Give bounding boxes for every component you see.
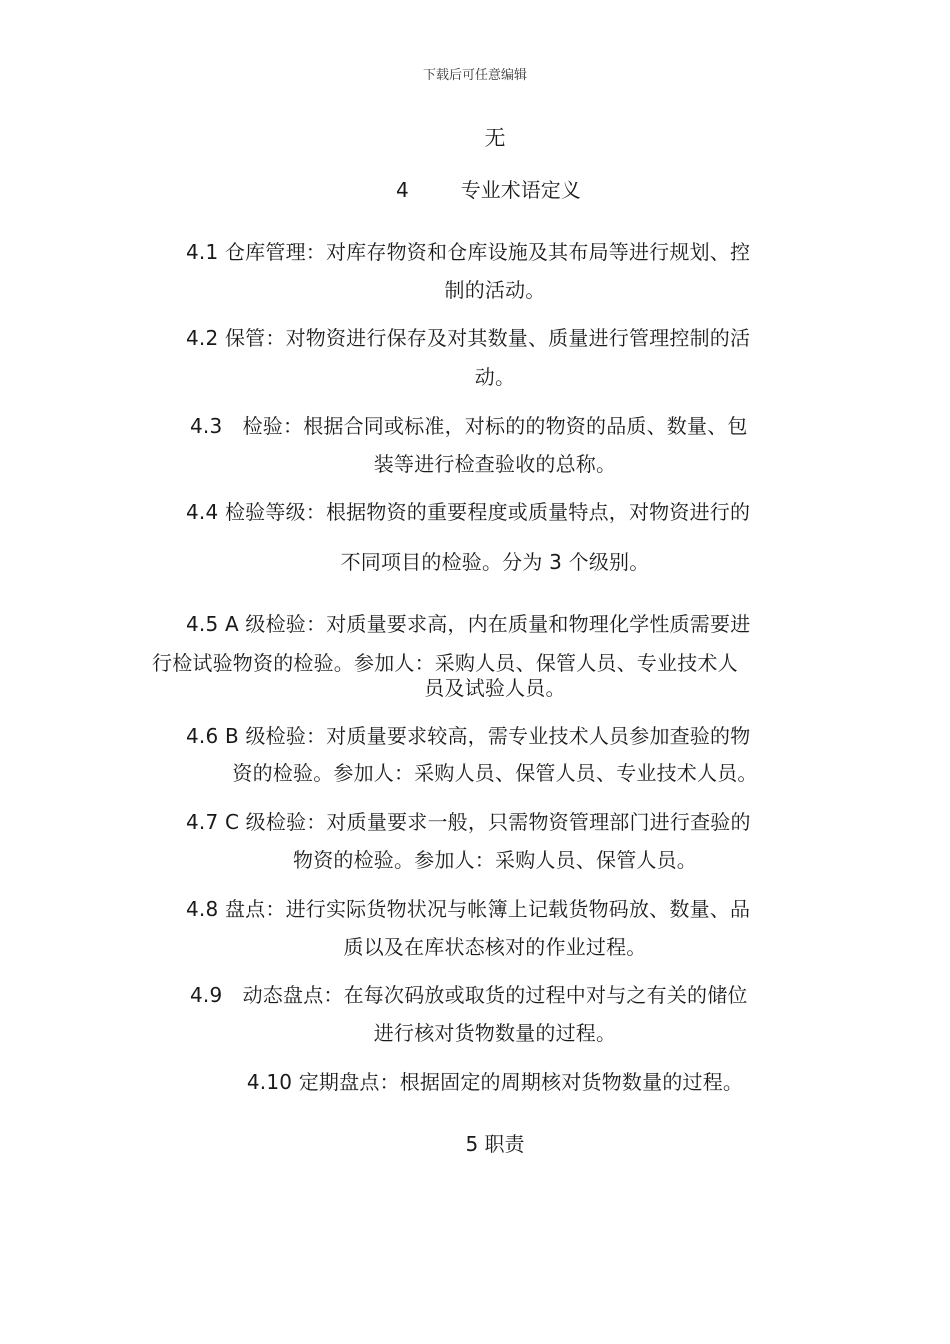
item-4-5-line-3: 员及试验人员。	[424, 676, 566, 700]
section-4-number: 4	[396, 178, 409, 202]
item-4-9-line-2: 进行核对货物数量的过程。	[373, 1021, 617, 1045]
item-4-9-line-1: 4.9 动态盘点：在每次码放或取货的过程中对与之有关的储位	[190, 983, 748, 1007]
item-4-8-line-2: 质以及在库状态核对的作业过程。	[343, 935, 647, 959]
item-4-5-line-2: 行检试验物资的检验。参加人：采购人员、保管人员、专业技术人	[152, 651, 738, 675]
item-4-6-line-2: 资的检验。参加人：采购人员、保管人员、专业技术人员。	[232, 761, 758, 785]
item-4-10-line-1: 4.10 定期盘点：根据固定的周期核对货物数量的过程。	[246, 1070, 744, 1094]
item-4-2-line-1: 4.2 保管：对物资进行保存及对其数量、质量进行管理控制的活	[186, 326, 751, 350]
item-4-6-line-1: 4.6 B 级检验：对质量要求较高，需专业技术人员参加查验的物	[186, 724, 751, 748]
section-4-heading	[396, 174, 581, 203]
section-4-title: 专业术语定义	[460, 178, 581, 202]
section-5-heading: 5 职责	[465, 1132, 525, 1156]
item-4-4-line-1: 4.4 检验等级：根据物资的重要程度或质量特点，对物资进行的	[186, 500, 751, 524]
item-4-3-line-2: 装等进行检查验收的总称。	[373, 452, 617, 476]
item-4-1-line-1: 4.1 仓库管理：对库存物资和仓库设施及其布局等进行规划、控	[186, 240, 751, 264]
item-4-7-line-1: 4.7 C 级检验：对质量要求一般，只需物资管理部门进行查验的	[186, 810, 751, 834]
item-4-1-line-2: 制的活动。	[444, 278, 546, 302]
item-4-4-line-2: 不同项目的检验。分为 3 个级别。	[340, 550, 650, 574]
item-4-2-line-2: 动。	[474, 365, 516, 389]
item-4-3-line-1: 4.3 检验：根据合同或标准，对标的的物资的品质、数量、包	[190, 414, 748, 438]
none-text: 无	[484, 126, 506, 150]
item-4-7-line-2: 物资的检验。参加人：采购人员、保管人员。	[293, 848, 697, 872]
page-header: 下载后可任意编辑	[422, 68, 527, 83]
item-4-8-line-1: 4.8 盘点：进行实际货物状况与帐簿上记载货物码放、数量、品	[186, 897, 751, 921]
item-4-5-line-1: 4.5 A 级检验：对质量要求高，内在质量和物理化学性质需要进	[186, 612, 751, 636]
